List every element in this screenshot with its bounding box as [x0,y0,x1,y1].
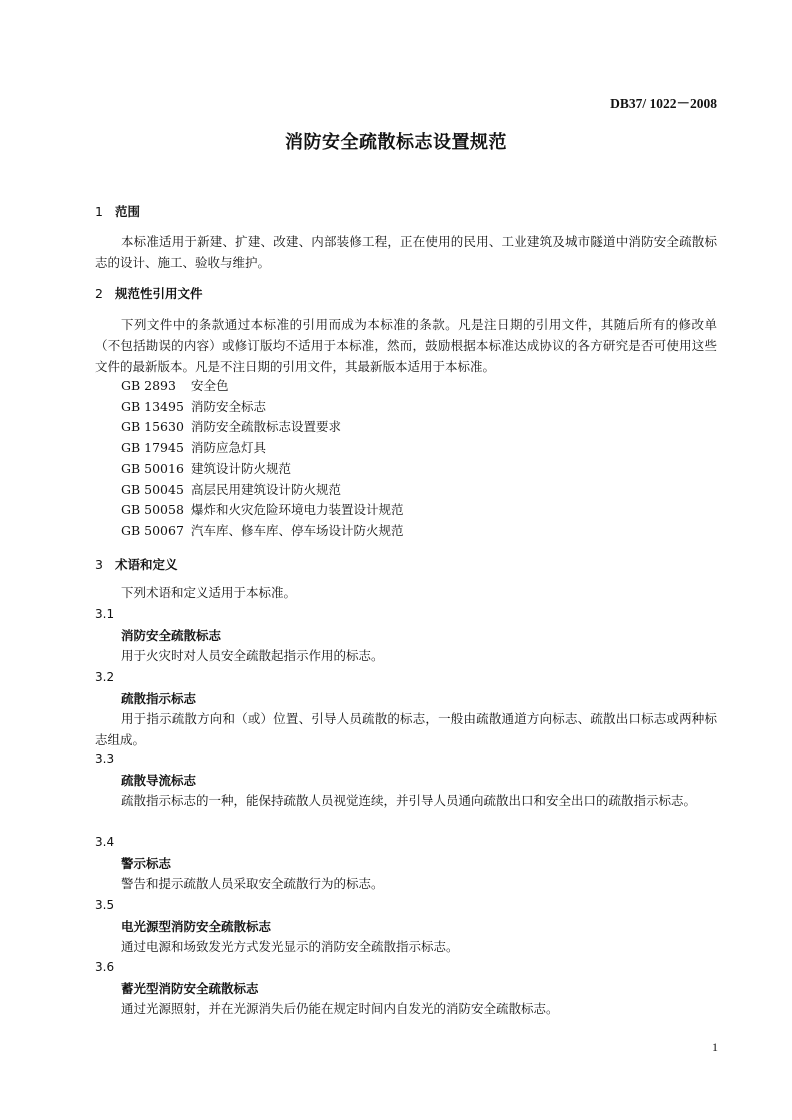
reference-item: GB 2893 安全色 [121,378,229,393]
term-definition: 用于指示疏散方向和（或）位置、引导人员疏散的标志，一般由疏散通道方向标志、疏散出口标志或两种标志组成。 [95,711,717,747]
clause-number: 3.3 [95,752,115,766]
term-title: 疏散指示标志 [121,691,197,706]
clause-number: 3.5 [95,898,115,912]
reference-item: GB 13495 消防安全标志 [121,399,267,414]
section-title: 范围 [115,204,141,219]
section-number: 3 [95,557,103,572]
term-title: 电光源型消防安全疏散标志 [121,919,272,934]
section-3-heading [95,555,178,573]
clause-number: 3.4 [95,835,115,849]
clause-number: 3.2 [95,670,115,684]
clause-number: 3.6 [95,960,115,974]
section-number: 2 [95,286,103,301]
section-1-heading [95,202,140,220]
section-2-heading [95,284,203,302]
term-definition: 警告和提示疏散人员采取安全疏散行为的标志。 [121,876,384,891]
reference-item: GB 50016 建筑设计防火规范 [121,461,292,476]
term-title: 蓄光型消防安全疏散标志 [121,981,259,996]
term-definition: 用于火灾时对人员安全疏散起指示作用的标志。 [121,648,384,663]
term-title: 消防安全疏散标志 [121,628,222,643]
reference-item: GB 50045 高层民用建筑设计防火规范 [121,482,342,497]
section-1-paragraph: 本标准适用于新建、扩建、改建、内部装修工程，正在使用的民用、工业建筑及城市隧道中消防安全疏散标志的设计、施工、验收与维护。 [95,234,717,270]
page-number: 1 [712,1040,718,1054]
reference-item: GB 50058 爆炸和火灾危险环境电力装置设计规范 [121,502,404,517]
term-definition: 通过光源照射，并在光源消失后仍能在规定时间内自发光的消防安全疏散标志。 [121,1001,559,1016]
term-title: 疏散导流标志 [121,773,197,788]
document-title: 消防安全疏散标志设置规范 [285,132,507,153]
section-title: 规范性引用文件 [115,286,203,301]
term-definition: 疏散指示标志的一种，能保持疏散人员视觉连续，并引导人员通向疏散出口和安全出口的疏散指示标志。 [121,793,697,808]
section-title: 术语和定义 [115,557,178,572]
reference-item: GB 17945 消防应急灯具 [121,440,267,455]
document-number: DB37/ 1022－2008 [610,96,717,111]
term-title: 警示标志 [121,856,172,871]
section-number: 1 [95,204,103,219]
term-definition: 通过电源和场致发光方式发光显示的消防安全疏散指示标志。 [121,939,459,954]
clause-number: 3.1 [95,607,115,621]
section-2-paragraph: 下列文件中的条款通过本标准的引用而成为本标准的条款。凡是注日期的引用文件，其随后所有的修改单（不包括勘误的内容）或修订版均不适用于本标准，然而，鼓励根据本标准达成协议的各方研究是否可使用这些文件的最新版本。凡是不注日期的引用文件，其最新版本适用于本标准。 [95,317,717,374]
reference-item: GB 15630 消防安全疏散标志设置要求 [121,419,342,434]
section-3-intro: 下列术语和定义适用于本标准。 [121,585,297,600]
reference-item: GB 50067 汽车库、修车库、停车场设计防火规范 [121,523,404,538]
